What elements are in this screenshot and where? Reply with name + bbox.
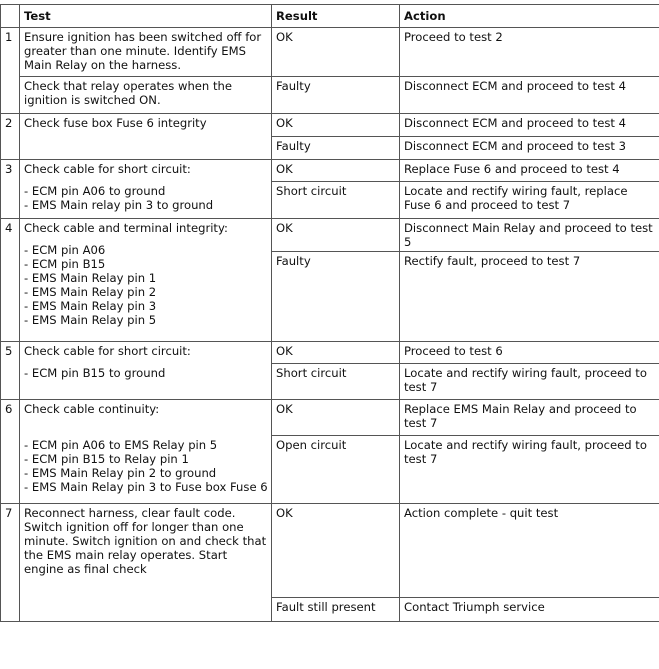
check-item: - EMS Main relay pin 3 to ground (24, 198, 214, 212)
check-item: - ECM pin A06 (24, 243, 106, 257)
test-number: 1 (1, 28, 20, 114)
test-description (20, 219, 272, 342)
table-row (1, 504, 659, 598)
table-row (1, 114, 659, 137)
result-cell: OK (272, 342, 400, 364)
check-item: - EMS Main Relay pin 2 to ground (24, 466, 217, 480)
action-cell: Disconnect ECM and proceed to test 4 (400, 77, 659, 114)
action-cell: Replace EMS Main Relay and proceed to test 7 (400, 400, 659, 436)
result-cell: Faulty (272, 252, 400, 342)
test-description (20, 160, 272, 219)
result-cell: OK (272, 28, 400, 77)
test-heading: Check cable for short circuit: (24, 162, 191, 176)
check-item: - EMS Main Relay pin 3 (24, 299, 157, 313)
action-cell: Locate and rectify wiring fault, replace Fuse 6 and proceed to test 7 (400, 182, 659, 219)
action-cell: Action complete - quit test (400, 504, 659, 598)
test-heading: Check cable continuity: (24, 402, 160, 416)
check-item: - EMS Main Relay pin 3 to Fuse box Fuse 6 (24, 480, 268, 494)
result-cell: Faulty (272, 77, 400, 114)
result-cell: OK (272, 160, 400, 182)
check-item: - EMS Main Relay pin 1 (24, 271, 157, 285)
check-item: - ECM pin B15 to Relay pin 1 (24, 452, 189, 466)
header-num (1, 5, 20, 28)
action-cell: Locate and rectify wiring fault, proceed to test 7 (400, 364, 659, 400)
result-cell: Faulty (272, 137, 400, 160)
action-cell: Disconnect Main Relay and proceed to test 5 (400, 219, 659, 252)
check-item: - EMS Main Relay pin 2 (24, 285, 157, 299)
result-cell: OK (272, 400, 400, 436)
table-row (1, 28, 659, 77)
table-row (1, 342, 659, 364)
test-description (20, 400, 272, 504)
test-heading: Check cable and terminal integrity: (24, 221, 228, 235)
header-result: Result (272, 5, 400, 28)
result-cell: Open circuit (272, 436, 400, 504)
test-number: 4 (1, 219, 20, 342)
test-heading: Check cable for short circuit: (24, 344, 191, 358)
action-cell: Proceed to test 6 (400, 342, 659, 364)
action-cell: Rectify fault, proceed to test 7 (400, 252, 659, 342)
result-cell: Fault still present (272, 598, 400, 622)
result-cell: OK (272, 504, 400, 598)
action-cell: Disconnect ECM and proceed to test 4 (400, 114, 659, 137)
test-number: 5 (1, 342, 20, 400)
test-description: Check that relay operates when the ignition is switched ON. (20, 77, 272, 114)
action-cell: Contact Triumph service (400, 598, 659, 622)
result-cell: Short circuit (272, 364, 400, 400)
header-action: Action (400, 5, 659, 28)
header-test: Test (20, 5, 272, 28)
test-number: 2 (1, 114, 20, 160)
test-description: Reconnect harness, clear fault code. Switch ignition off for longer than one minute. Switch ignition on and check that the EMS main relay operates. Start engine as final check (20, 504, 272, 622)
action-cell: Disconnect ECM and proceed to test 3 (400, 137, 659, 160)
test-number: 7 (1, 504, 20, 622)
result-cell: OK (272, 114, 400, 137)
table-row (1, 219, 659, 252)
action-cell: Locate and rectify wiring fault, proceed to test 7 (400, 436, 659, 504)
action-cell: Replace Fuse 6 and proceed to test 4 (400, 160, 659, 182)
diagnostic-test-document (0, 4, 659, 622)
diagnostic-test-table (0, 4, 659, 622)
check-item: - EMS Main Relay pin 5 (24, 313, 157, 327)
check-item: - ECM pin A06 to EMS Relay pin 5 (24, 438, 218, 452)
table-row (1, 77, 659, 114)
test-number: 6 (1, 400, 20, 504)
test-number: 3 (1, 160, 20, 219)
table-row (1, 160, 659, 182)
result-cell: Short circuit (272, 182, 400, 219)
test-description (20, 342, 272, 400)
check-item: - ECM pin B15 (24, 257, 106, 271)
test-description: Check fuse box Fuse 6 integrity (20, 114, 272, 160)
table-row (1, 400, 659, 436)
test-description: Ensure ignition has been switched off for greater than one minute. Identify EMS Main Relay on the harness. (20, 28, 272, 77)
result-cell: OK (272, 219, 400, 252)
check-item: - ECM pin A06 to ground (24, 184, 166, 198)
action-cell: Proceed to test 2 (400, 28, 659, 77)
check-item: - ECM pin B15 to ground (24, 366, 166, 380)
table-header-row (1, 5, 659, 28)
